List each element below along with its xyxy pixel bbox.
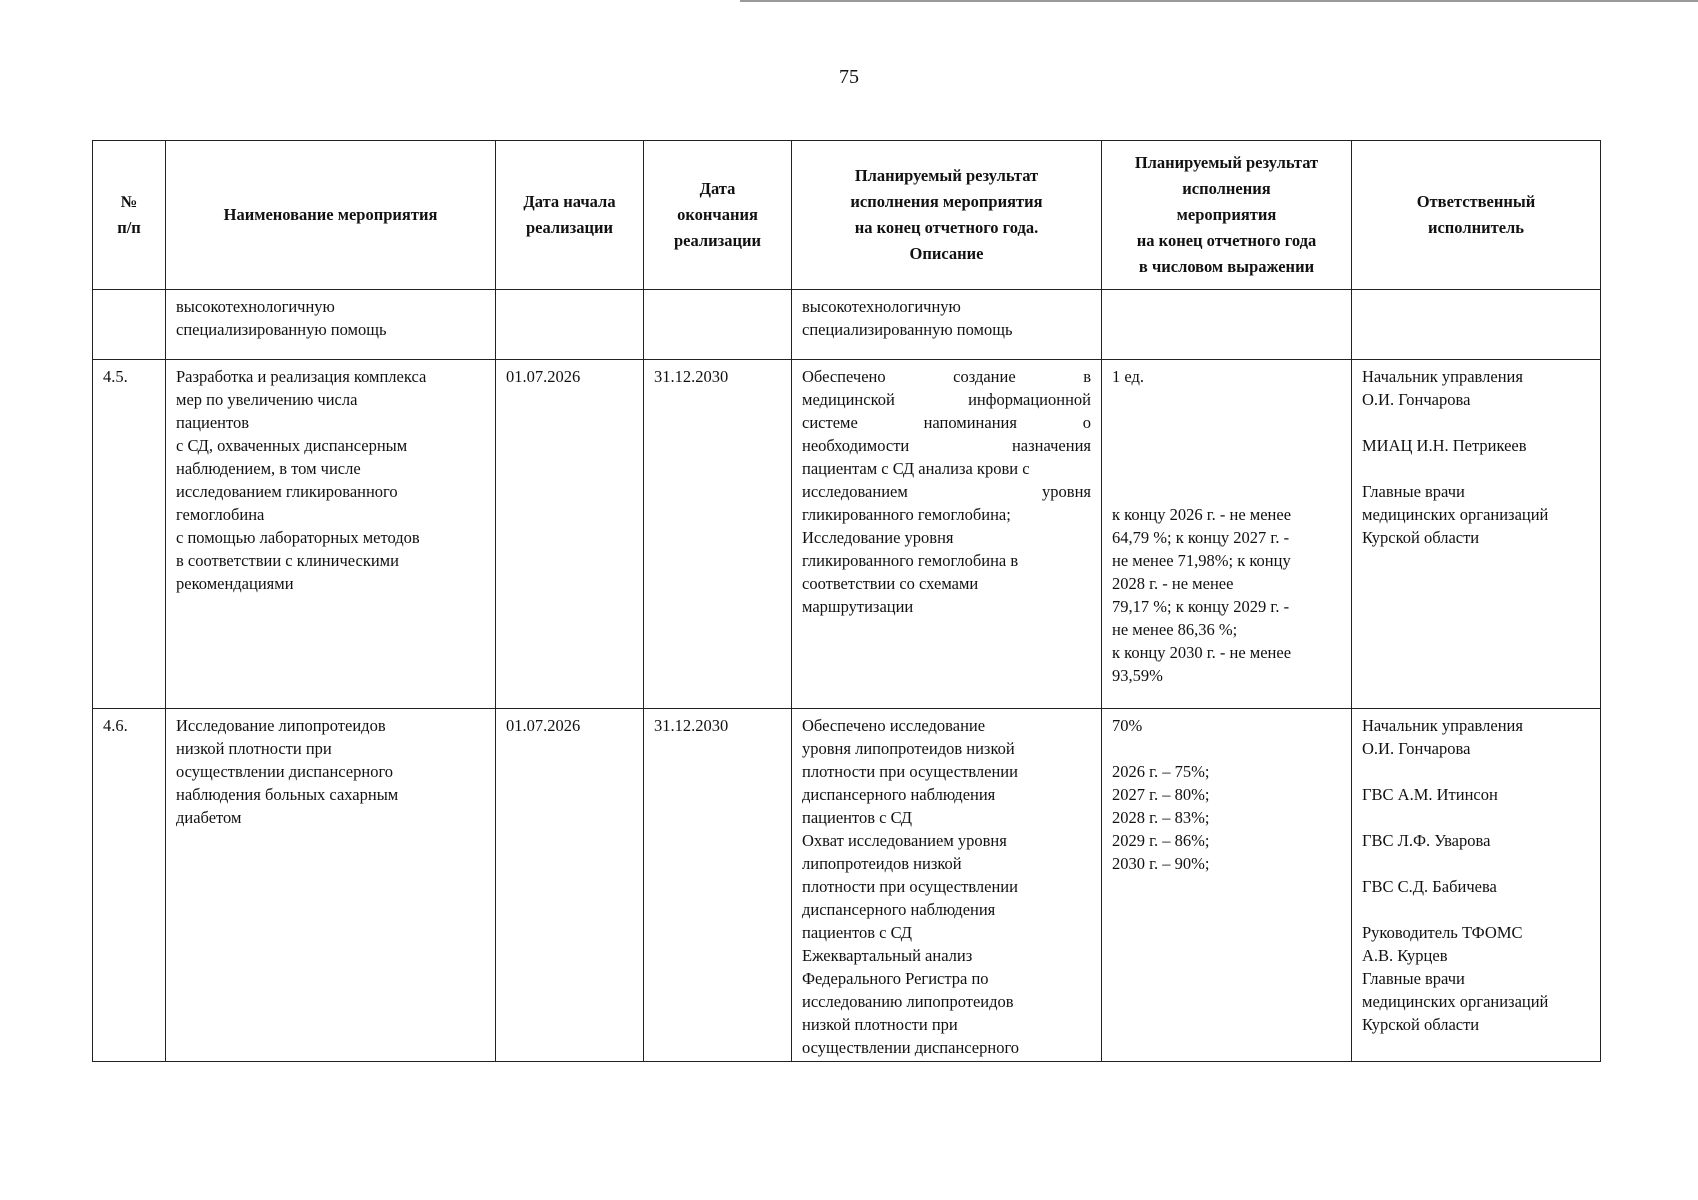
table-header-row [93, 141, 1601, 290]
header-num: № п/п [93, 141, 166, 290]
header-end-date: Дата окончания реализации [644, 141, 792, 290]
cell-name: Исследование липопротеидов низкой плотности при осуществлении диспансерного наблюдения больных сахарным диабетом [166, 709, 496, 1062]
cell-start-date: 01.07.2026 [496, 360, 644, 709]
cell-result-description: Обеспечено исследование уровня липопротеидов низкой плотности при осуществлении диспансерного наблюдения пациентов с СД Охват исследованием уровня липопротеидов низкой плотности при осуществлении диспансерного наблюдения пациентов с СД Ежеквартальный анализ Федерального Регистра по исследованию липопротеидов низкой плотности при осуществлении диспансерного [792, 709, 1102, 1062]
header-start-date: Дата начала реализации [496, 141, 644, 290]
cell-responsible: Начальник управления О.И. Гончарова МИАЦ И.Н. Петрикеев Главные врачи медицинских организаций Курской области [1352, 360, 1601, 709]
cell-end-date: 31.12.2030 [644, 709, 792, 1062]
header-result-description: Планируемый результат исполнения мероприятия на конец отчетного года. Описание [792, 141, 1102, 290]
table-row-4-6 [93, 709, 1601, 1062]
cell-result-numeric [1102, 290, 1352, 360]
page-number: 75 [839, 66, 859, 88]
cell-result-description: высокотехнологичную специализированную помощь [792, 290, 1102, 360]
cell-name: Разработка и реализация комплекса мер по увеличению числа пациентов с СД, охваченных диспансерным наблюдением, в том числе исследованием гликированного гемоглобина с помощью лабораторных методов в соответствии с клиническими рекомендациями [166, 360, 496, 709]
cell-start-date: 01.07.2026 [496, 709, 644, 1062]
header-name: Наименование мероприятия [166, 141, 496, 290]
measures-table [92, 140, 1601, 1062]
cell-start-date [496, 290, 644, 360]
cell-result-numeric: 1 ед. к концу 2026 г. - не менее 64,79 %; к концу 2027 г. - не менее 71,98%; к концу 2028 г. - не менее 79,17 %; к концу 2029 г. - не менее 86,36 %; к концу 2030 г. - не менее 93,59% [1102, 360, 1352, 709]
cell-responsible: Начальник управления О.И. Гончарова ГВС А.М. Итинсон ГВС Л.Ф. Уварова ГВС С.Д. Бабичева Руководитель ТФОМС А.В. Курцев Главные врачи медицинских организаций Курской области [1352, 709, 1601, 1062]
cell-num: 4.5. [93, 360, 166, 709]
cell-result-description: Обеспечено создание в медицинской информационной системе напоминания о необходимости назначения пациентам с СД анализа крови с исследованием уровня гликированного гемоглобина; Исследование уровня гликированного гемоглобина в соответствии со схемами маршрутизации [792, 360, 1102, 709]
table-row-continuation [93, 290, 1601, 360]
cell-end-date [644, 290, 792, 360]
cell-result-numeric: 70% 2026 г. – 75%; 2027 г. – 80%; 2028 г. – 83%; 2029 г. – 86%; 2030 г. – 90%; [1102, 709, 1352, 1062]
header-responsible: Ответственный исполнитель [1352, 141, 1601, 290]
cell-num [93, 290, 166, 360]
cell-end-date: 31.12.2030 [644, 360, 792, 709]
header-result-numeric: Планируемый результат исполнения мероприятия на конец отчетного года в числовом выражении [1102, 141, 1352, 290]
cell-name: высокотехнологичную специализированную помощь [166, 290, 496, 360]
cell-num: 4.6. [93, 709, 166, 1062]
scan-edge-line [740, 0, 1698, 2]
table-row-4-5 [93, 360, 1601, 709]
cell-responsible [1352, 290, 1601, 360]
